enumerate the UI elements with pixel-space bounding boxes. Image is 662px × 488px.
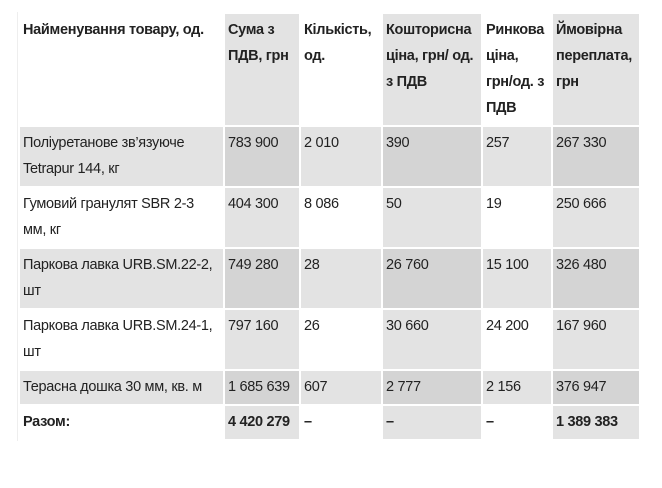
cell-sum: 783 900 — [225, 127, 299, 186]
cell-quantity: 28 — [301, 249, 381, 308]
cell-name: Поліуретанове зв’язуюче Tetrapur 144, кг — [20, 127, 223, 186]
cell-name: Паркова лавка URB.SM.22-2, шт — [20, 249, 223, 308]
total-label: Разом: — [20, 406, 223, 439]
cell-overpayment: 267 330 — [553, 127, 639, 186]
cell-sum: 1 685 639 — [225, 371, 299, 404]
cell-market-price: 15 100 — [483, 249, 551, 308]
table-row — [20, 249, 639, 308]
total-market-price: – — [483, 406, 551, 439]
cell-market-price: 19 — [483, 188, 551, 247]
cell-sum: 797 160 — [225, 310, 299, 369]
table-row — [20, 188, 639, 247]
header-market-price: Ринкова ціна, грн/од. з ПДВ — [483, 14, 551, 125]
cell-quantity: 2 010 — [301, 127, 381, 186]
cell-name: Паркова лавка URB.SM.24-1, шт — [20, 310, 223, 369]
table-row — [20, 310, 639, 369]
header-estimate-price: Кошторисна ціна, грн/ од. з ПДВ — [383, 14, 481, 125]
total-sum: 4 420 279 — [225, 406, 299, 439]
cell-estimate-price: 390 — [383, 127, 481, 186]
header-overpayment: Ймовірна переплата, грн — [553, 14, 639, 125]
total-overpayment: 1 389 383 — [553, 406, 639, 439]
cell-estimate-price: 2 777 — [383, 371, 481, 404]
cell-market-price: 24 200 — [483, 310, 551, 369]
cell-overpayment: 376 947 — [553, 371, 639, 404]
table-row — [20, 371, 639, 404]
cell-sum: 749 280 — [225, 249, 299, 308]
cell-estimate-price: 50 — [383, 188, 481, 247]
cell-estimate-price: 26 760 — [383, 249, 481, 308]
cell-estimate-price: 30 660 — [383, 310, 481, 369]
header-quantity: Кількість, од. — [301, 14, 381, 125]
cell-overpayment: 167 960 — [553, 310, 639, 369]
cell-name: Гумовий гранулят SBR 2-3 мм, кг — [20, 188, 223, 247]
cell-quantity: 607 — [301, 371, 381, 404]
cell-sum: 404 300 — [225, 188, 299, 247]
cell-overpayment: 326 480 — [553, 249, 639, 308]
cell-market-price: 2 156 — [483, 371, 551, 404]
table-total-row — [20, 406, 639, 439]
total-estimate-price: – — [383, 406, 481, 439]
cell-quantity: 8 086 — [301, 188, 381, 247]
cell-overpayment: 250 666 — [553, 188, 639, 247]
header-sum: Сума з ПДВ, грн — [225, 14, 299, 125]
cell-quantity: 26 — [301, 310, 381, 369]
table-row — [20, 127, 639, 186]
header-name: Найменування товару, од. — [20, 14, 223, 125]
procurement-table — [17, 12, 641, 441]
total-quantity: – — [301, 406, 381, 439]
cell-market-price: 257 — [483, 127, 551, 186]
cell-name: Терасна дошка 30 мм, кв. м — [20, 371, 223, 404]
table-header-row — [20, 14, 639, 125]
